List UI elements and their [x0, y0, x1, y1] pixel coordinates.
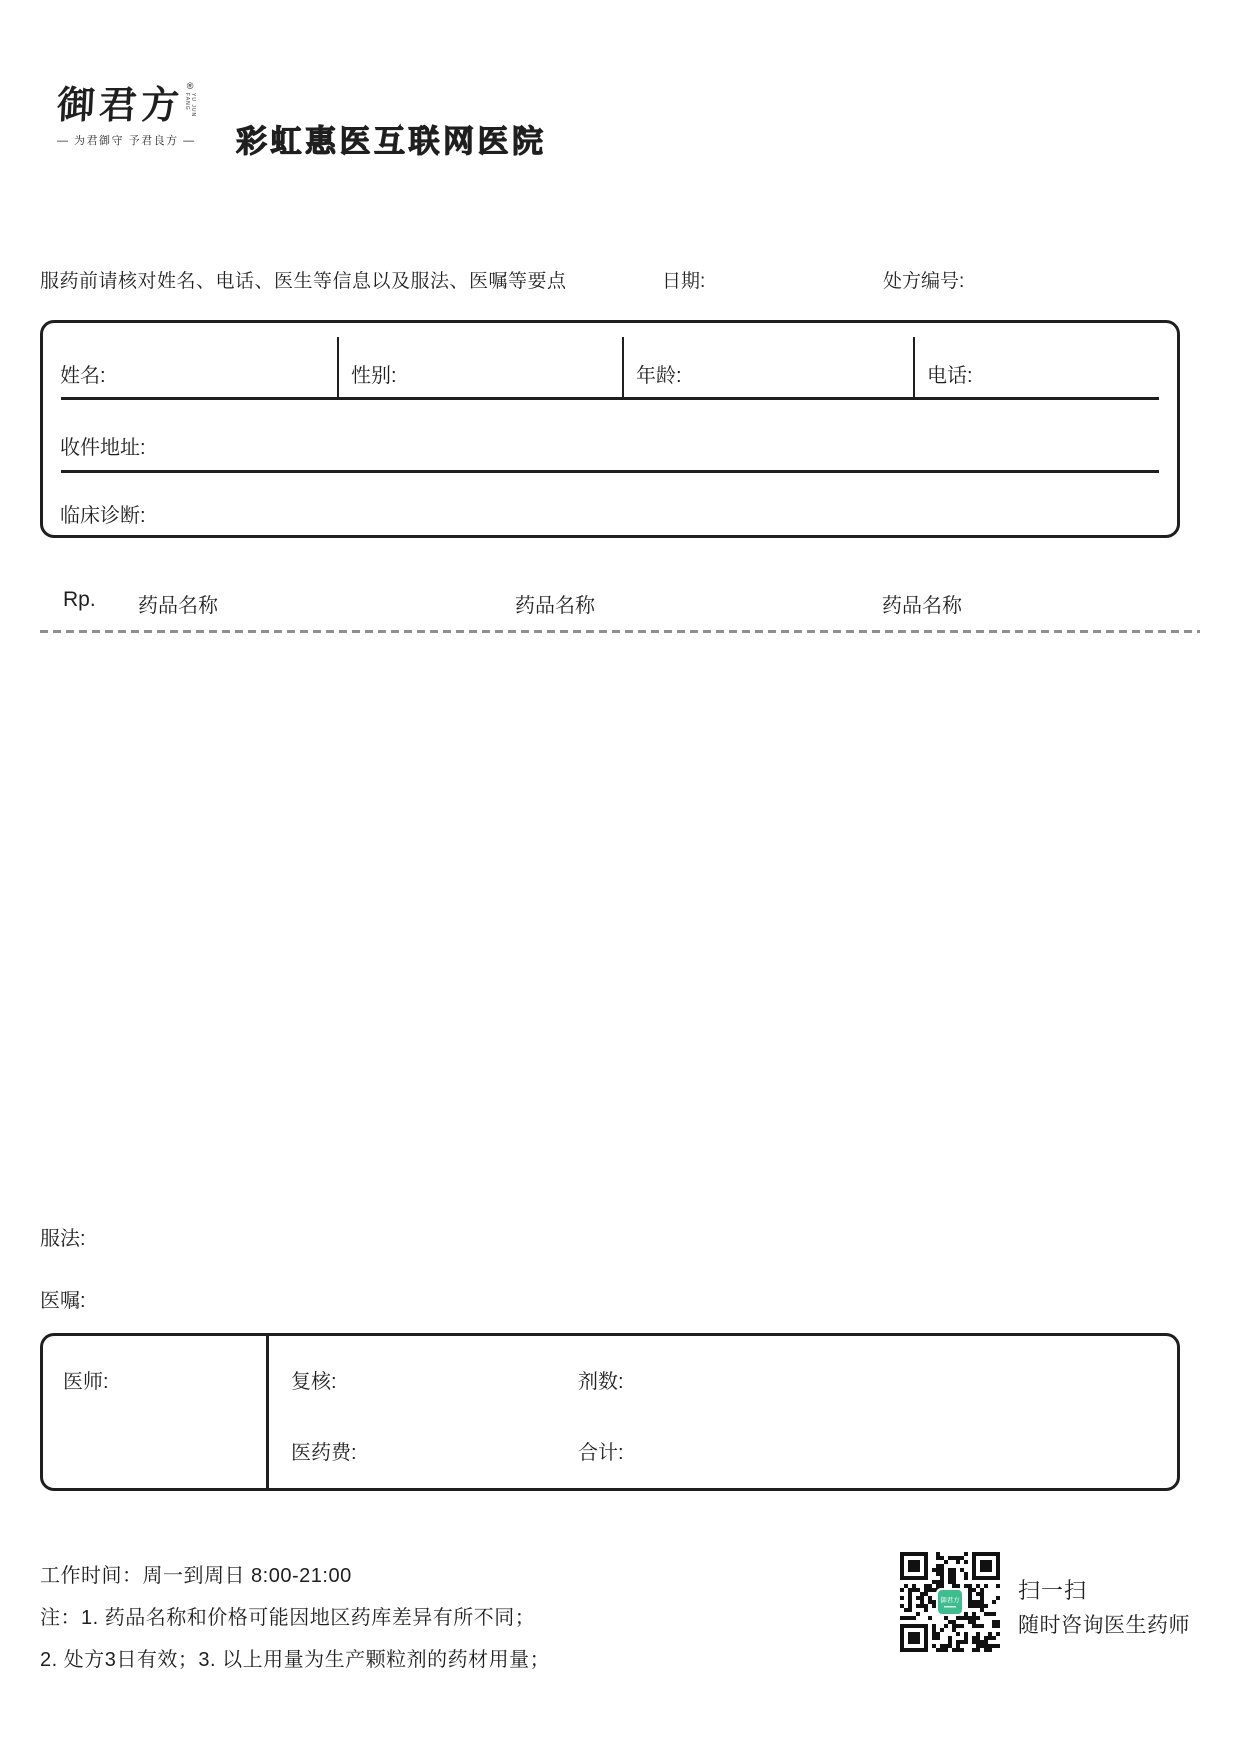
doses-field-label: 剂数: — [578, 1371, 624, 1393]
rx-number-field-label: 处方编号: — [883, 271, 965, 292]
date-field-label: 日期: — [662, 271, 706, 292]
drug-name-column-header: 药品名称 — [882, 595, 962, 617]
note-line-2: 2. 处方3日有效；3. 以上用量为生产颗粒剂的药材用量； — [40, 1649, 551, 1671]
brand-logo-pinyin: YU JUN FANG — [184, 93, 197, 118]
hospital-title: 彩虹惠医互联网医院 — [236, 124, 547, 159]
drug-name-column-header: 药品名称 — [138, 595, 218, 617]
pre-medication-notice: 服药前请核对姓名、电话、医生等信息以及服法、医嘱等要点 — [40, 271, 567, 292]
svg-text:御君方: 御君方 — [940, 1597, 960, 1604]
registered-trademark-icon: ® — [186, 81, 194, 91]
column-divider — [913, 337, 915, 397]
phone-field-label: 电话: — [927, 365, 973, 387]
fee-field-label: 医药费: — [291, 1442, 357, 1464]
review-field-label: 复核: — [291, 1371, 337, 1393]
age-field-label: 年龄: — [636, 365, 682, 387]
advice-field-label: 医嘱: — [40, 1290, 86, 1312]
brand-logo-text: 御君方 — [55, 82, 185, 127]
name-field-label: 姓名: — [60, 365, 106, 387]
brand-logo — [55, 81, 207, 148]
note-line-1: 注：1. 药品名称和价格可能因地区药库差异有所不同； — [40, 1607, 536, 1629]
dashed-separator — [40, 630, 1200, 633]
column-divider — [337, 337, 339, 397]
qr-code — [900, 1552, 1000, 1652]
usage-field-label: 服法: — [40, 1228, 86, 1250]
row-divider — [61, 470, 1159, 473]
summary-box — [40, 1333, 1180, 1491]
row-divider — [61, 397, 1159, 400]
gender-field-label: 性别: — [351, 365, 397, 387]
total-field-label: 合计: — [578, 1442, 624, 1464]
doctor-field-label: 医师: — [63, 1371, 109, 1393]
brand-tagline: — 为君御守 予君良方 — — [57, 135, 196, 147]
work-hours-text: 工作时间：周一到周日 8:00-21:00 — [40, 1565, 352, 1587]
drug-name-column-header: 药品名称 — [515, 595, 595, 617]
qr-caption-scan: 扫一扫 — [1018, 1578, 1088, 1603]
column-divider — [266, 1336, 269, 1488]
column-divider — [622, 337, 624, 397]
qr-caption-consult: 随时咨询医生药师 — [1018, 1614, 1190, 1637]
rp-label: Rp. — [63, 588, 96, 611]
patient-info-box — [40, 320, 1180, 538]
diagnosis-field-label: 临床诊断: — [60, 505, 146, 527]
address-field-label: 收件地址: — [60, 437, 146, 459]
